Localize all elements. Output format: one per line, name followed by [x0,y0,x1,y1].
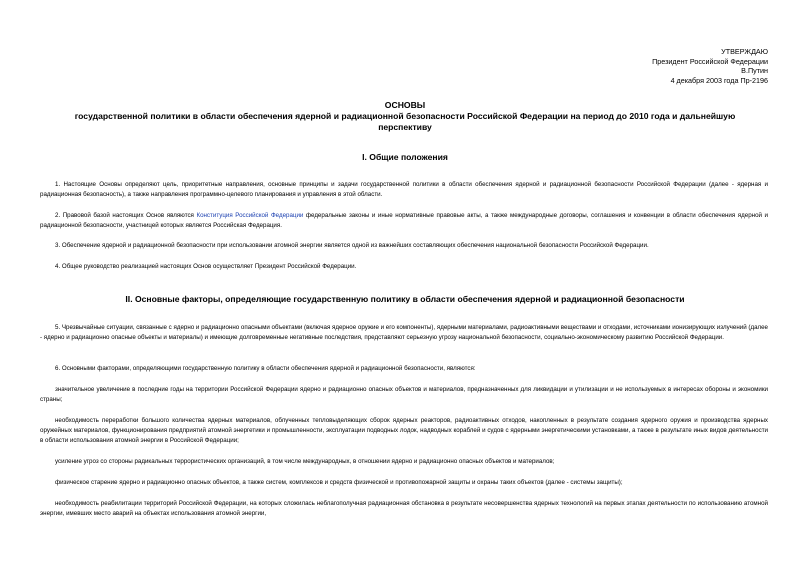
paragraph-1: 1. Настоящие Основы определяют цель, приоритетные направления, основные принципы и задачи государственной политики в области обеспечения ядерной и радиационной безопасности Российской Федерации (далее - ядерная и радиационная безопасность), а также направления программно-целевого планирования и управления в этой области. [40,181,768,199]
section-2-heading: II. Основные факторы, определяющие государственную политику в области обеспечения ядерной и радиационной безопасности [125,294,685,304]
paragraph-6: 6. Основными факторами, определяющими государственную политику в области обеспечения ядерной и радиационной безопасности, являются: [55,365,476,372]
section-1-heading: I. Общие положения [362,152,448,162]
paragraph-2-start: 2. Правовой базой настоящих Основ являются [55,212,197,219]
constitution-link[interactable]: Конституция Российской Федерации [196,212,304,219]
approval-block [652,47,768,85]
approval-position: Президент Российской Федерации [652,56,768,66]
approval-signer: В.Путин [741,66,768,75]
title-subtitle: государственной политики в области обеспечения ядерной и радиационной безопасности Российской Федерации на период до 2010 года и дальнейшую перспективу [74,111,736,132]
factor-item-5: необходимость реабилитации территорий Российской Федерации, на которых сложилась неблагополучная радиационная обстановка в результате несовершенства ядерных технологий на первых этапах деятельности по использованию атомной энергии, имевших место аварий на объектах использования атомной энергии, [40,500,768,518]
paragraph-2 [40,211,768,231]
paragraph-2-end: федеральные законы и иные нормативные правовые акты, а также международные договоры, соглашения и конвенции в области обеспечения ядерной и радиационной безопасности, участницей которых является Российская Федерация. [40,212,768,230]
document-title [40,100,770,133]
paragraph-4: 4. Общее руководство реализацией настоящих Основ осуществляет Президент Российской Федерации. [55,263,357,270]
approval-date: 4 декабря 2003 года Пр-2196 [670,75,768,85]
factor-item-3: усиление угроз со стороны радикальных террористических организаций, в том числе международных, в отношении ядерно и радиационно опасных объектов и материалов; [55,458,555,465]
factor-item-2: необходимость переработки большого количества ядерных материалов, облученных тепловыделяющих сборок ядерных реакторов, радиоактивных отходов, накопленных в результате создания ядерного оружия и производства ядерных оружейных материалов, функционирования предприятий атомной энергетики и промышленности, эксплуатации подводных лодок, надводных кораблей и судов с ядерными энергетическими установками, а также в результате иных видов деятельности в области использования атомной энергии в Российской Федерации; [40,417,768,445]
factor-item-4: физическое старение ядерно и радиационно опасных объектов, а также систем, комплексов и средств физической и противопожарной защиты и охраны таких объектов (далее - системы защиты); [55,479,623,486]
approval-heading: УТВЕРЖДАЮ [721,47,768,56]
paragraph-5: 5. Чрезвычайные ситуации, связанные с ядерно и радиационно опасными объектами (включая ядерное оружие и его компоненты), ядерными материалами, радиоактивными веществами и отходами, источниками ионизирующих излучений (далее - ядерно и радиационно опасные объекты и материалы) и имеющие долговременные негативные последствия, представляют серьезную угрозу национальной безопасности, социально-экономическому развитию Российской Федерации. [40,324,768,342]
paragraph-3: 3. Обеспечение ядерной и радиационной безопасности при использовании атомной энергии является одной из важнейших составляющих обеспечения национальной безопасности Российской Федерации. [55,242,649,249]
factor-item-1: значительное увеличение в последние годы на территории Российской Федерации ядерно и радиационно опасных объектов и материалов, предназначенных для ликвидации и утилизации и не используемых в интересах обороны и экономики страны; [40,386,768,404]
title-main: ОСНОВЫ [384,100,426,110]
